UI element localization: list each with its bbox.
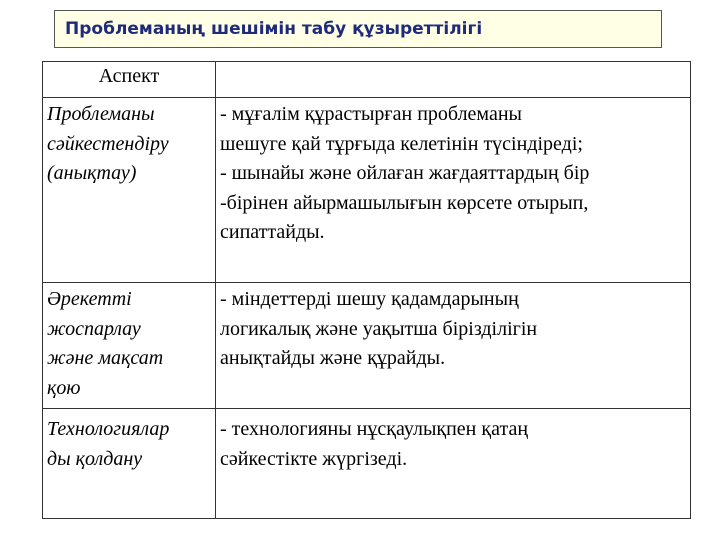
aspect-line: қою <box>47 376 81 399</box>
aspect-line: Технологиялар <box>47 418 170 440</box>
description-cell <box>216 409 691 519</box>
aspect-line: Проблеманы <box>47 103 155 125</box>
aspect-cell <box>43 283 216 409</box>
description-line: - технологияны нұсқаулықпен қатаң <box>220 418 529 440</box>
table-row <box>43 283 691 409</box>
aspect-line: ды қолдану <box>47 447 143 470</box>
description-line: сәйкестікте жүргізеді. <box>220 447 408 470</box>
aspect-line: Әрекетті <box>47 288 132 310</box>
description-line: - шынайы және ойлаған жағдаяттардың бір <box>220 162 590 184</box>
competency-table <box>42 61 691 519</box>
aspect-cell <box>43 409 216 519</box>
description-line: -бірінен айырмашылығын көрсете отырып, <box>220 191 589 214</box>
header-description <box>216 62 691 98</box>
description-cell <box>216 98 691 283</box>
description-line: сипаттайды. <box>220 221 325 243</box>
description-line: логикалық және уақытша бірізділігін <box>220 317 538 340</box>
aspect-cell <box>43 98 216 283</box>
slide-title: Проблеманың шешімін табу құзыреттілігі <box>54 10 662 48</box>
aspect-line: және мақсат <box>47 347 164 369</box>
description-cell <box>216 283 691 409</box>
aspect-line: (анықтау) <box>47 162 137 184</box>
aspect-line: жоспарлау <box>47 317 141 340</box>
description-line: анықтайды және құрайды. <box>220 347 446 369</box>
header-aspect: Аспект <box>43 62 216 98</box>
description-line: - міндеттерді шешу қадамдарының <box>220 288 519 310</box>
description-line: шешуге қай тұрғыда келетінін түсіндіреді; <box>220 132 583 155</box>
description-line: - мұғалім құрастырған проблеманы <box>220 103 522 125</box>
table-row <box>43 98 691 283</box>
table-header-row <box>43 62 691 98</box>
table-row <box>43 409 691 519</box>
aspect-line: сәйкестендіру <box>47 132 169 155</box>
